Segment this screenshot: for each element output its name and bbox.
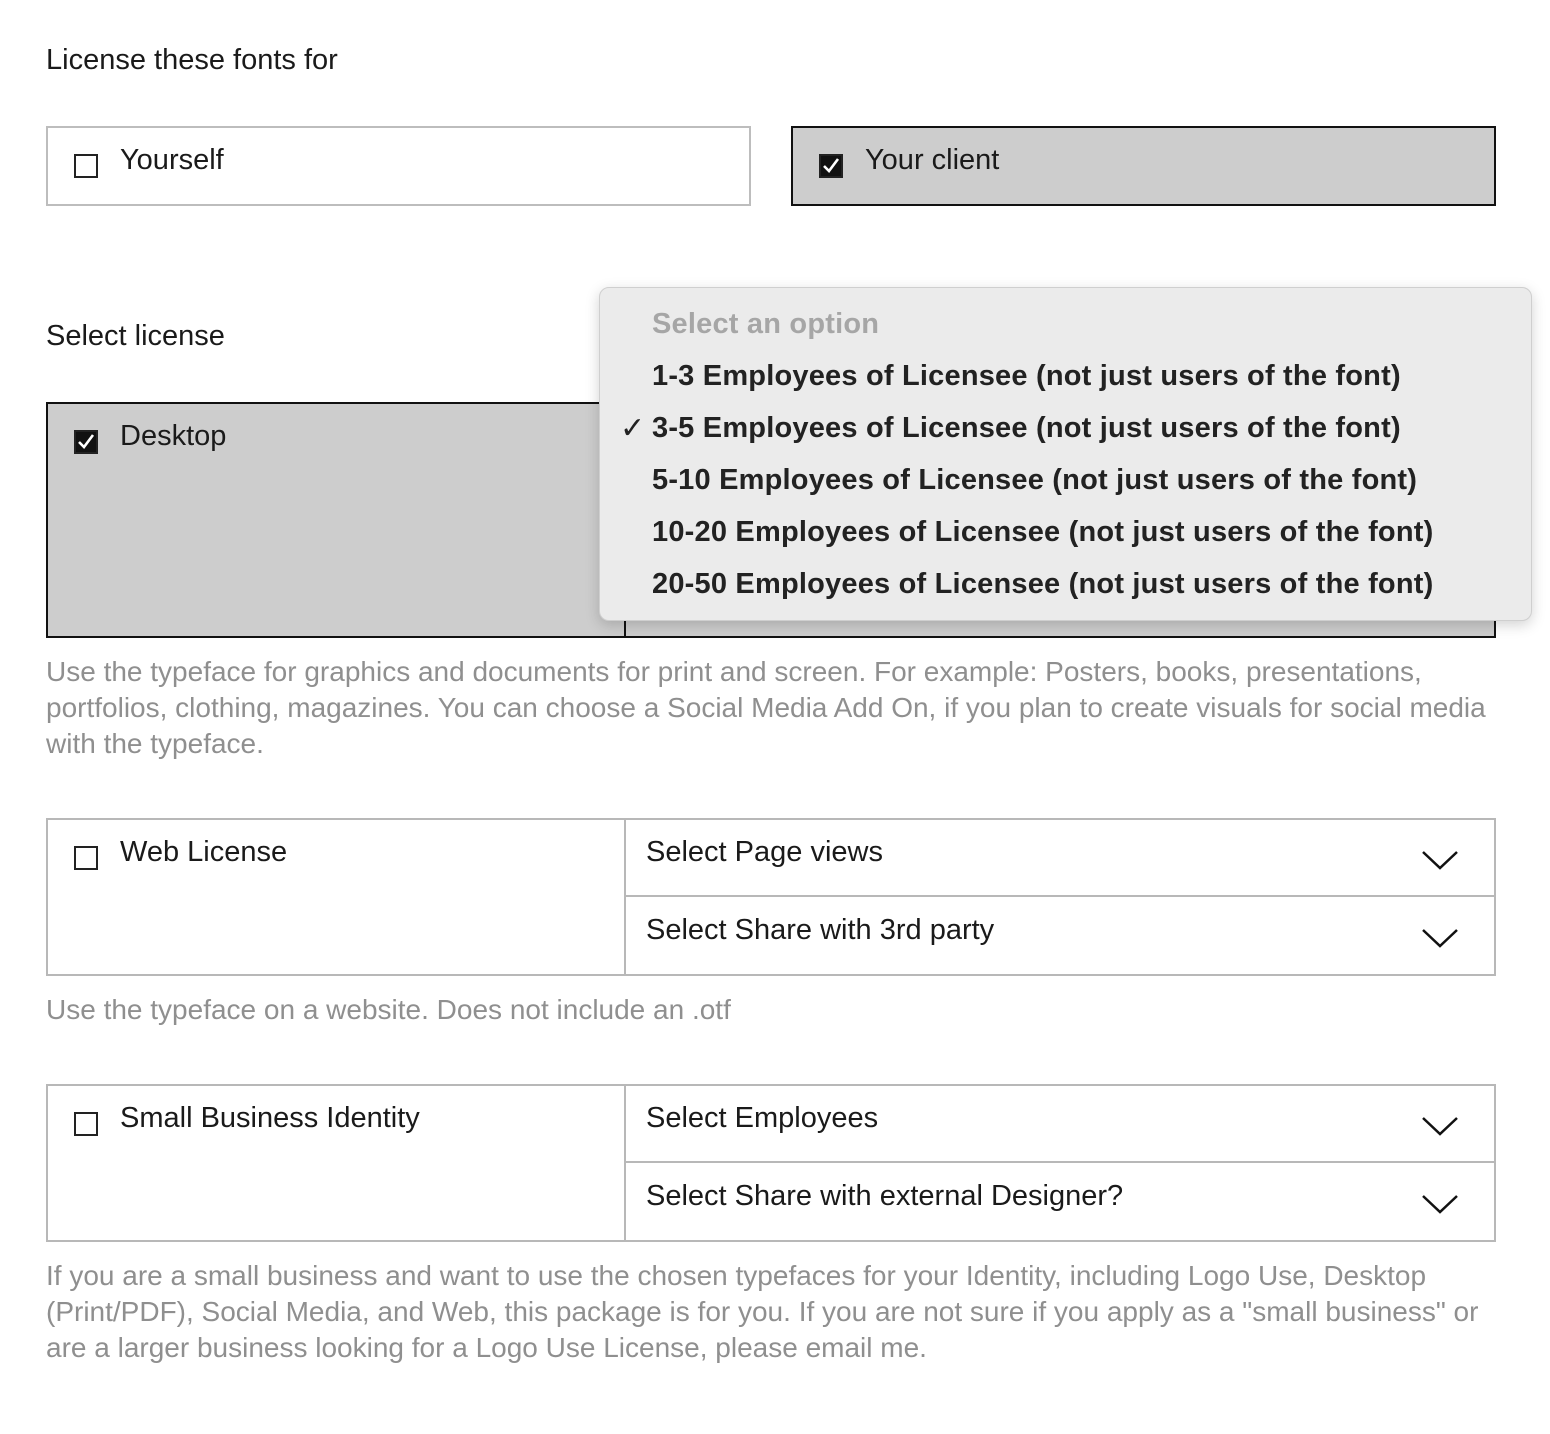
share-designer-select[interactable]	[626, 1163, 1494, 1240]
option-yourself-label: Yourself	[120, 144, 224, 176]
share-3rd-party-select-label: Select Share with 3rd party	[646, 914, 995, 946]
desktop-license-description: Use the typeface for graphics and documents for print and screen. For example: Posters, books, presentations, portfolios, clothing, magazines. You can choose a Social Media Add On, if you plan to create visuals for social media with the typeface.	[46, 656, 1486, 759]
web-license-description: Use the typeface on a website. Does not include an .otf	[46, 994, 731, 1025]
share-designer-select-label: Select Share with external Designer?	[646, 1180, 1124, 1212]
checkbox-checked-icon[interactable]	[74, 430, 98, 454]
small-business-row	[46, 1084, 1496, 1242]
dropdown-option[interactable]: 1-3 Employees of Licensee (not just users of the font)	[652, 360, 1401, 392]
employees-select-label: Select Employees	[646, 1102, 879, 1134]
checkbox-icon[interactable]	[74, 846, 98, 870]
checkbox-checked-icon[interactable]	[819, 154, 843, 178]
desktop-license-label: Desktop	[120, 420, 227, 452]
chevron-down-icon	[1420, 926, 1460, 950]
checkbox-icon[interactable]	[74, 154, 98, 178]
chevron-down-icon	[1420, 848, 1460, 872]
option-your-client[interactable]	[791, 126, 1496, 206]
web-license-label[interactable]: Web License	[120, 836, 288, 868]
checkbox-icon[interactable]	[74, 1112, 98, 1136]
license-for-heading: License these fonts for	[46, 44, 338, 76]
chevron-down-icon	[1420, 1114, 1460, 1138]
employees-dropdown-menu[interactable]	[599, 287, 1532, 621]
option-your-client-label: Your client	[865, 144, 1000, 176]
page-views-select-label: Select Page views	[646, 836, 883, 868]
checkmark-icon: ✓	[620, 412, 646, 445]
web-license-row	[46, 818, 1496, 976]
small-business-label[interactable]: Small Business Identity	[120, 1102, 420, 1134]
dropdown-placeholder: Select an option	[652, 308, 880, 340]
small-business-description: If you are a small business and want to use the chosen typefaces for your Identity, including Logo Use, Desktop (Print/PDF), Social Media, and Web, this package is for you. If you are not sure if you apply as a "small business" or are a larger business looking for a Logo Use License, please email me.	[46, 1260, 1479, 1363]
dropdown-option[interactable]: 10-20 Employees of Licensee (not just users of the font)	[652, 516, 1434, 548]
share-3rd-party-select[interactable]	[626, 897, 1494, 974]
dropdown-option[interactable]: 20-50 Employees of Licensee (not just users of the font)	[652, 568, 1434, 600]
employees-select[interactable]	[626, 1086, 1494, 1163]
dropdown-option[interactable]: 5-10 Employees of Licensee (not just users of the font)	[652, 464, 1418, 496]
select-license-heading: Select license	[46, 320, 225, 352]
page-views-select[interactable]	[626, 820, 1494, 897]
option-yourself[interactable]	[46, 126, 751, 206]
dropdown-option-selected[interactable]: 3-5 Employees of Licensee (not just users of the font)	[652, 412, 1401, 444]
chevron-down-icon	[1420, 1192, 1460, 1216]
